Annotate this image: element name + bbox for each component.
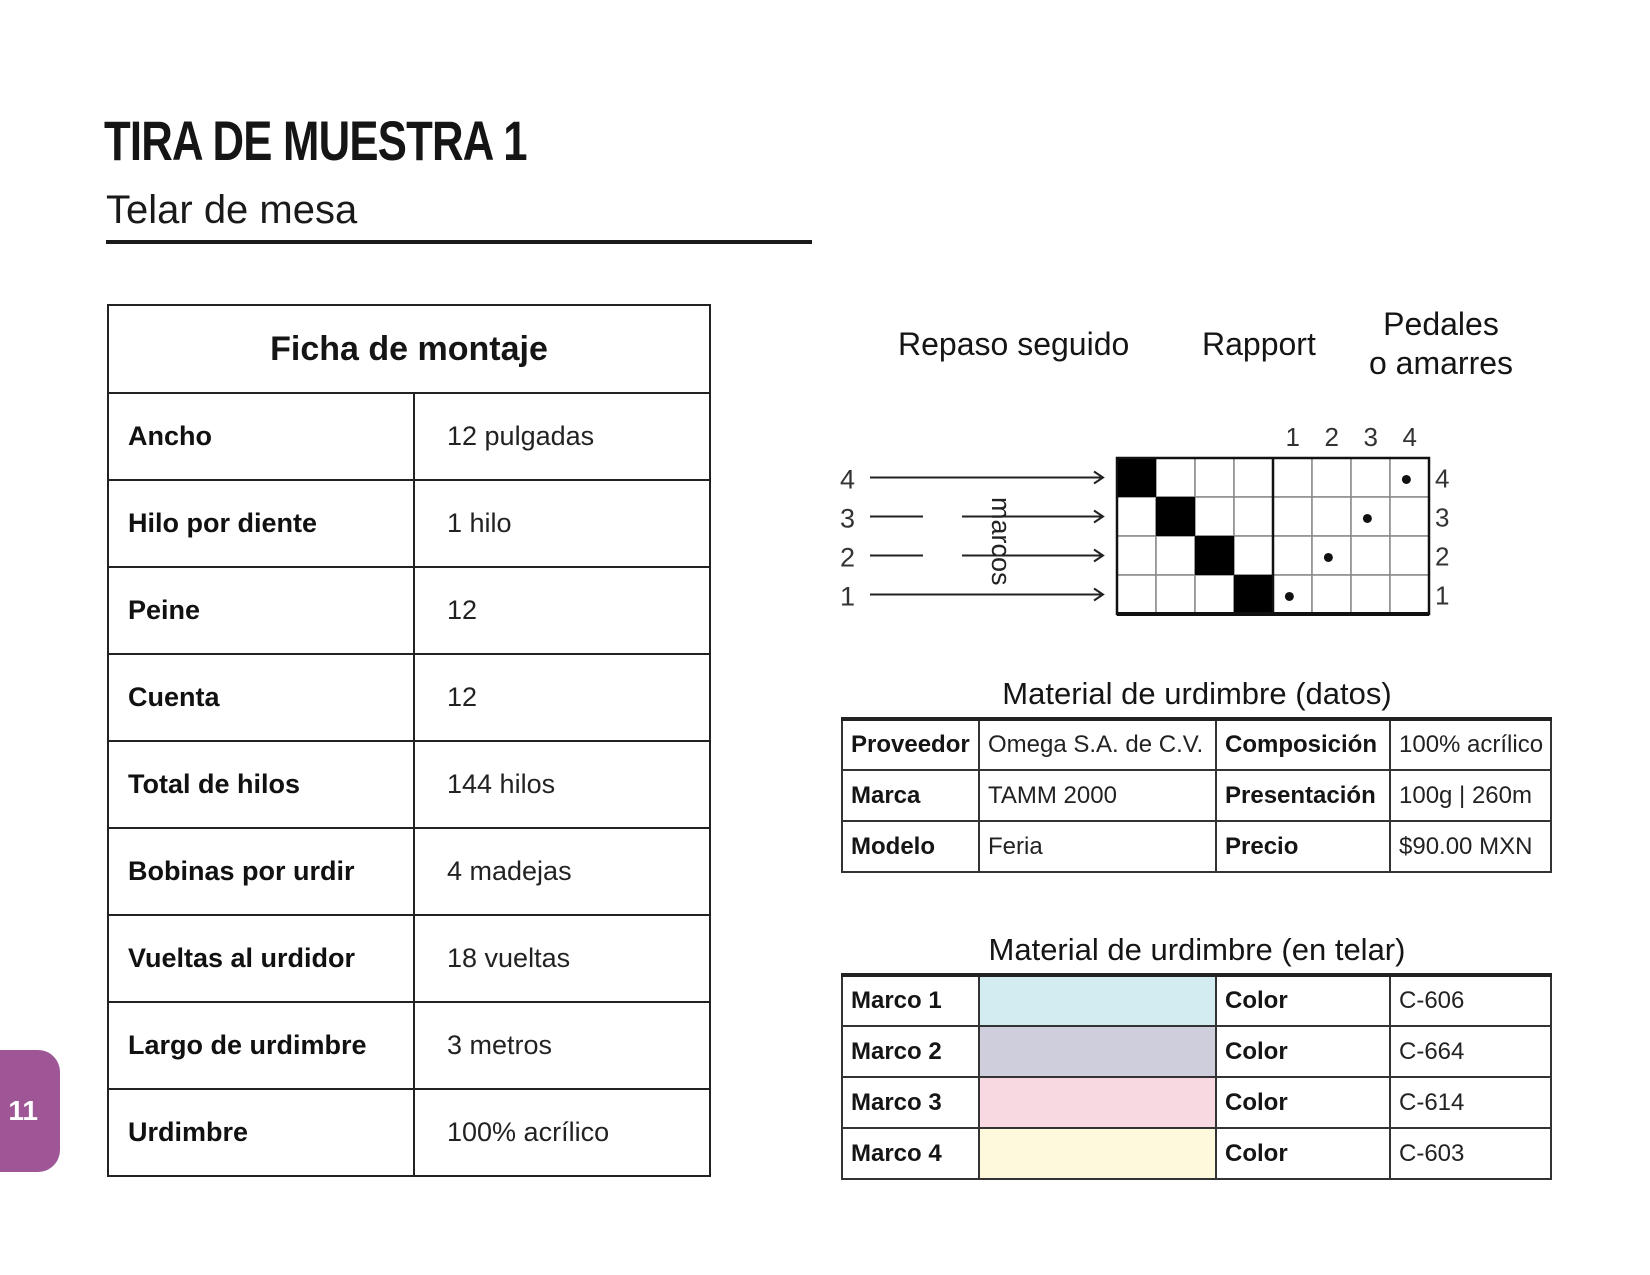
repaso-arrows: [840, 465, 1103, 612]
heading-rapport: Rapport: [1202, 326, 1316, 362]
material-datos-title: Material de urdimbre (datos): [1002, 676, 1392, 711]
table-row: [842, 821, 1551, 872]
datos-key: Composición: [1216, 719, 1390, 770]
datos-key: Modelo: [842, 821, 979, 872]
color-swatch: [979, 975, 1216, 1026]
table-row: [842, 1077, 1551, 1128]
page-subtitle: Telar de mesa: [106, 188, 358, 232]
tieup-dot: [1363, 514, 1372, 523]
grid-cell: [1195, 458, 1234, 497]
ficha-value: 144 hilos: [414, 741, 710, 828]
ficha-header-row: [108, 305, 710, 393]
tieup-row-label: 2: [1435, 541, 1450, 572]
page-title: TIRA DE MUESTRA 1: [104, 109, 527, 172]
datos-key: Presentación: [1216, 770, 1390, 821]
color-label: Color: [1216, 1077, 1390, 1128]
table-row: [108, 741, 710, 828]
ficha-value: 4 madejas: [414, 828, 710, 915]
grid-cell: [1234, 458, 1273, 497]
color-label: Color: [1216, 975, 1390, 1026]
datos-value: Omega S.A. de C.V.: [979, 719, 1216, 770]
ficha-label: Bobinas por urdir: [108, 828, 414, 915]
grid-cell: [1273, 536, 1312, 575]
tieup-row-label: 4: [1435, 463, 1450, 494]
ficha-label: Vueltas al urdidor: [108, 915, 414, 1002]
grid-cell: [1156, 575, 1195, 614]
ficha-label: Largo de urdimbre: [108, 1002, 414, 1089]
table-row: [108, 654, 710, 741]
grid-cell: [1156, 536, 1195, 575]
datos-key: Proveedor: [842, 719, 979, 770]
grid-cell: [1234, 497, 1273, 536]
marco-label: Marco 4: [842, 1128, 979, 1179]
ficha-label: Hilo por diente: [108, 480, 414, 567]
ficha-label: Peine: [108, 567, 414, 654]
pedal-number: 4: [1402, 422, 1417, 452]
threading-filled-cell: [1234, 575, 1273, 614]
color-swatch: [979, 1026, 1216, 1077]
table-row: [108, 567, 710, 654]
table-row: [842, 1026, 1551, 1077]
ficha-value: 18 vueltas: [414, 915, 710, 1002]
table-row: [842, 770, 1551, 821]
tieup-dot: [1285, 592, 1294, 601]
threading-filled-cell: [1117, 458, 1156, 497]
pedal-number: 2: [1324, 422, 1339, 452]
color-code: C-614: [1390, 1077, 1551, 1128]
ficha-value: 12: [414, 654, 710, 741]
datos-value: 100g | 260m: [1390, 770, 1551, 821]
heading-pedales-line2: o amarres: [1368, 345, 1514, 381]
tieup-dot: [1402, 475, 1411, 484]
tieup-dot: [1324, 553, 1333, 562]
table-row: [108, 393, 710, 480]
table-row: [108, 915, 710, 1002]
material-datos-table: [841, 717, 1552, 873]
grid-cell: [1273, 497, 1312, 536]
color-swatch: [979, 1128, 1216, 1179]
table-row: [108, 828, 710, 915]
heading-pedales: [1356, 306, 1526, 382]
page-number: 11: [8, 1095, 38, 1126]
grid-cell: [1351, 575, 1390, 614]
grid-cell: [1273, 458, 1312, 497]
threading-diagram: [840, 410, 1560, 630]
material-telar-table: [841, 973, 1552, 1180]
ficha-heading: Ficha de montaje: [108, 305, 710, 393]
marco-label: Marco 2: [842, 1026, 979, 1077]
datos-value: $90.00 MXN: [1390, 821, 1551, 872]
color-code: C-603: [1390, 1128, 1551, 1179]
table-row: [108, 1089, 710, 1176]
table-row: [842, 719, 1551, 770]
grid-cell: [1390, 536, 1429, 575]
repaso-row-label: 2: [840, 542, 856, 573]
heading-repaso-seguido: Repaso seguido: [898, 326, 1130, 362]
grid-cell: [1351, 536, 1390, 575]
tieup-row-label: 1: [1435, 580, 1450, 611]
ficha-de-montaje-table: [107, 304, 711, 1177]
grid-cell: [1312, 458, 1351, 497]
table-row: [842, 1128, 1551, 1179]
grid-cell: [1390, 497, 1429, 536]
table-row: [108, 1002, 710, 1089]
marcos-label: marcos: [986, 497, 1016, 586]
heading-pedales-line1: Pedales: [1383, 306, 1499, 342]
datos-key: Precio: [1216, 821, 1390, 872]
ficha-label: Urdimbre: [108, 1089, 414, 1176]
color-swatch: [979, 1077, 1216, 1128]
ficha-value: 3 metros: [414, 1002, 710, 1089]
grid-cell: [1117, 575, 1156, 614]
ficha-label: Total de hilos: [108, 741, 414, 828]
repaso-row-label: 3: [840, 503, 856, 534]
grid-cell: [1195, 575, 1234, 614]
threading-filled-cell: [1156, 497, 1195, 536]
datos-value: TAMM 2000: [979, 770, 1216, 821]
ficha-value: 12: [414, 567, 710, 654]
datos-value: 100% acrílico: [1390, 719, 1551, 770]
marco-label: Marco 1: [842, 975, 979, 1026]
ficha-label: Cuenta: [108, 654, 414, 741]
grid-cell: [1234, 536, 1273, 575]
tieup-row-label: 3: [1435, 502, 1450, 533]
title-divider: [106, 240, 812, 244]
datos-key: Marca: [842, 770, 979, 821]
table-row: [842, 975, 1551, 1026]
grid-cell: [1156, 458, 1195, 497]
datos-value: Feria: [979, 821, 1216, 872]
pedal-number: 1: [1285, 422, 1300, 452]
color-code: C-606: [1390, 975, 1551, 1026]
grid-cell: [1312, 575, 1351, 614]
color-label: Color: [1216, 1128, 1390, 1179]
grid-cell: [1195, 497, 1234, 536]
grid-cell: [1117, 497, 1156, 536]
grid-cell: [1390, 575, 1429, 614]
marco-label: Marco 3: [842, 1077, 979, 1128]
rapport-grid: [1117, 458, 1429, 614]
ficha-label: Ancho: [108, 393, 414, 480]
repaso-row-label: 1: [840, 581, 856, 612]
page-number-tab: [0, 1050, 60, 1172]
repaso-row-label: 4: [840, 464, 856, 495]
grid-cell: [1351, 458, 1390, 497]
color-code: C-664: [1390, 1026, 1551, 1077]
pedal-number: 3: [1363, 422, 1378, 452]
grid-cell: [1312, 497, 1351, 536]
ficha-value: 100% acrílico: [414, 1089, 710, 1176]
table-row: [108, 480, 710, 567]
threading-filled-cell: [1195, 536, 1234, 575]
grid-cell: [1117, 536, 1156, 575]
material-telar-title: Material de urdimbre (en telar): [988, 932, 1406, 967]
ficha-value: 12 pulgadas: [414, 393, 710, 480]
color-label: Color: [1216, 1026, 1390, 1077]
ficha-value: 1 hilo: [414, 480, 710, 567]
